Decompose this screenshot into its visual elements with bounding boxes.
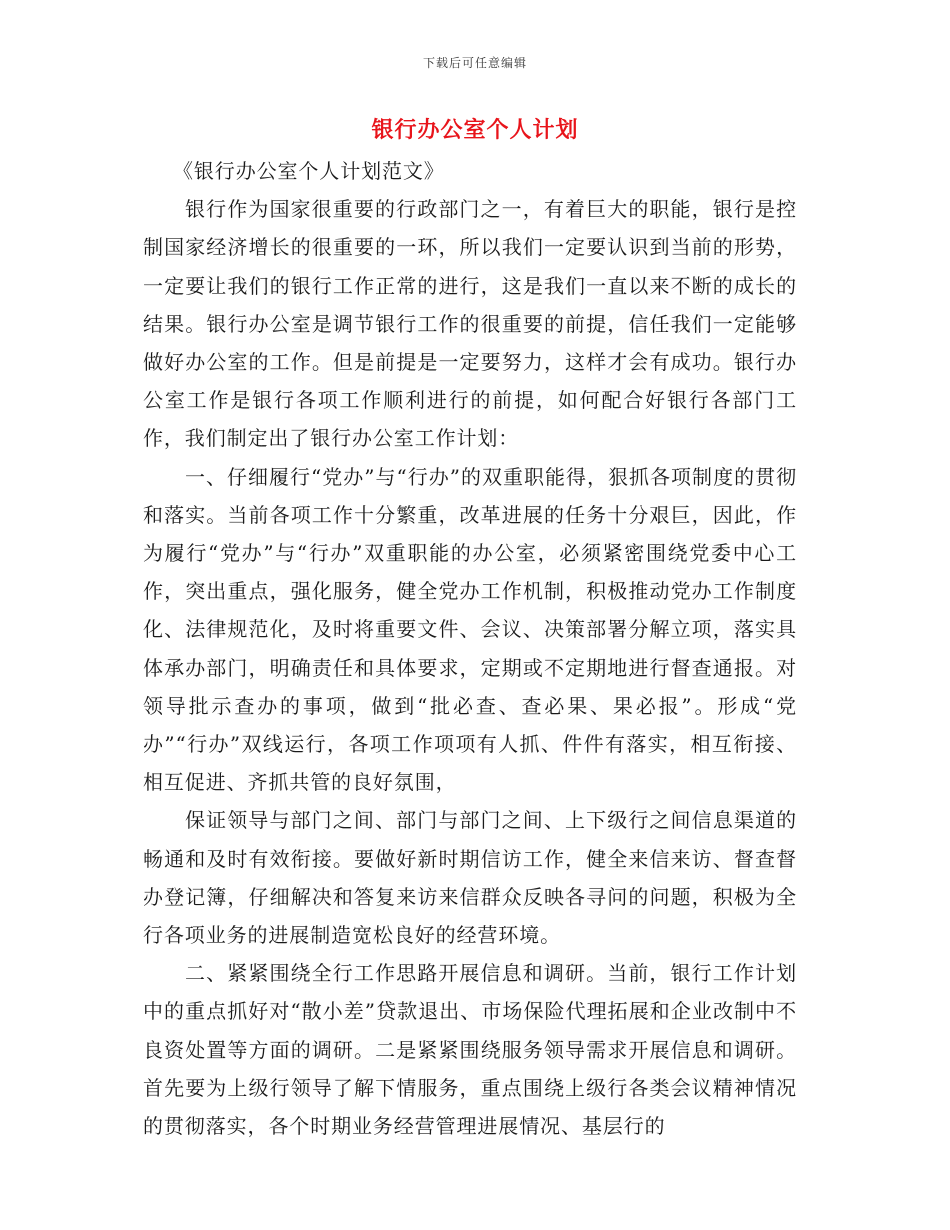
paragraph-section-1-cont: 保证领导与部门之间、部门与部门之间、上下级行之间信息渠道的畅通和及时有效衔接。要做好新时期信访工作，健全来信来访、督查督办登记簿，仔细解决和答复来访来信群众反映各寻问的问题，积极为全行各项业务的进展制造宽松良好的经营环境。 (143, 808, 797, 948)
document-subtitle: 《银行办公室个人计划范文》 (173, 159, 445, 183)
document-title: 银行办公室个人计划 (371, 117, 579, 143)
paragraph-section-2: 二、紧紧围绕全行工作思路开展信息和调研。当前，银行工作计划中的重点抓好对“散小差”贷款退出、市场保险代理拓展和企业改制中不良资处置等方面的调研。二是紧紧围绕服务领导需求开展信息和调研。首先要为上级行领导了解下情服务，重点围绕上级行各类会议精神情况的贯彻落实，各个时期业务经营管理进展情况、基层行的 (143, 961, 797, 1139)
header-note: 下载后可任意编辑 (422, 56, 527, 70)
paragraph-section-1: 一、仔细履行“党办”与“行办”的双重职能得，狠抓各项制度的贯彻和落实。当前各项工作十分繁重，改革进展的任务十分艰巨，因此，作为履行“党办”与“行办”双重职能的办公室，必须紧密围绕党委中心工作，突出重点，强化服务，健全党办工作机制，积极推动党办工作制度化、法律规范化，及时将重要文件、会议、决策部署分解立项，落实具体承办部门，明确责任和具体要求，定期或不定期地进行督查通报。对领导批示查办的事项，做到“批必查、查必果、果必报”。形成“党办”“行办”双线运行，各项工作项项有人抓、件件有落实，相互衔接、相互促进、齐抓共管的良好氛围， (143, 464, 797, 795)
paragraph-intro: 银行作为国家很重要的行政部门之一，有着巨大的职能，银行是控制国家经济增长的很重要的一环，所以我们一定要认识到当前的形势，一定要让我们的银行工作正常的进行，这是我们一直以来不断的成长的结果。银行办公室是调节银行工作的很重要的前提，信任我们一定能够做好办公室的工作。但是前提是一定要努力，这样才会有成功。银行办公室工作是银行各项工作顺利进行的前提，如何配合好银行各部门工作，我们制定出了银行办公室工作计划： (143, 197, 797, 451)
document-body (143, 152, 797, 1145)
